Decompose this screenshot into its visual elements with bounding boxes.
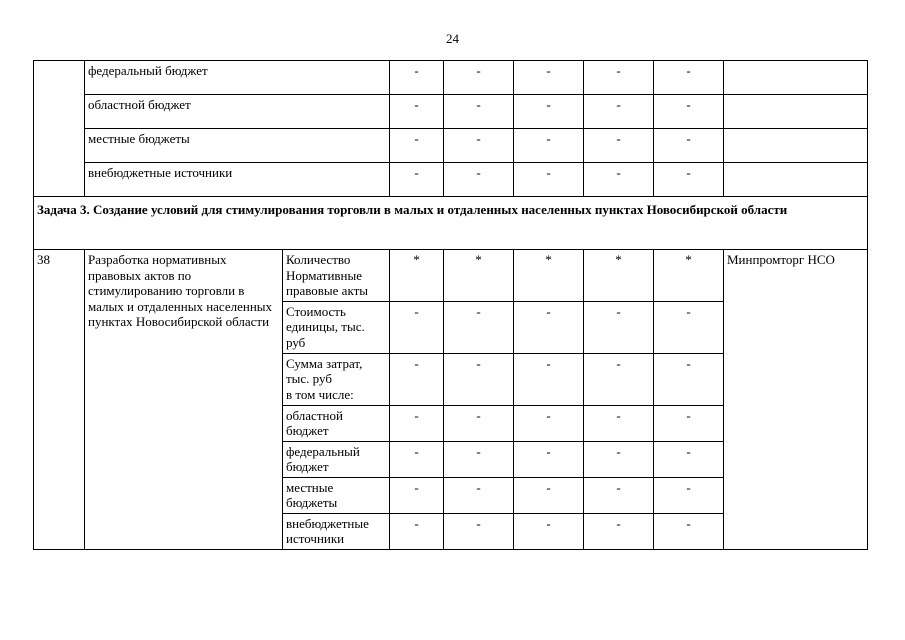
value-cell: - [514, 513, 584, 549]
value-cell: - [654, 353, 724, 405]
value-cell: - [584, 477, 654, 513]
value-cell: - [584, 353, 654, 405]
indicator-label: федеральный бюджет [283, 441, 390, 477]
value-cell: - [390, 129, 444, 163]
value-cell: - [654, 301, 724, 353]
value-cell: * [444, 250, 514, 302]
value-cell: - [444, 61, 514, 95]
value-cell: - [390, 95, 444, 129]
value-cell: - [444, 163, 514, 197]
value-cell: - [444, 477, 514, 513]
value-cell: - [390, 405, 444, 441]
funding-source-label: федеральный бюджет [85, 61, 390, 95]
value-cell: - [514, 129, 584, 163]
funding-source-label: областной бюджет [85, 95, 390, 129]
value-cell: - [390, 61, 444, 95]
table-row [34, 95, 868, 129]
executor-cell [724, 61, 868, 95]
indicator-label: местные бюджеты [283, 477, 390, 513]
value-cell: - [514, 441, 584, 477]
value-cell: * [654, 250, 724, 302]
value-cell: - [584, 441, 654, 477]
funding-source-label: местные бюджеты [85, 129, 390, 163]
indicator-label: внебюджетные источники [283, 513, 390, 549]
indicator-label: Количество Нормативные правовые акты [283, 250, 390, 302]
value-cell: - [444, 301, 514, 353]
executor-cell [724, 163, 868, 197]
value-cell: - [654, 129, 724, 163]
executor-cell [724, 95, 868, 129]
value-cell: - [444, 129, 514, 163]
value-cell: - [514, 61, 584, 95]
value-cell: * [514, 250, 584, 302]
value-cell: - [654, 441, 724, 477]
value-cell: - [514, 405, 584, 441]
value-cell: - [584, 513, 654, 549]
value-cell: - [654, 477, 724, 513]
value-cell: - [390, 513, 444, 549]
value-cell: - [444, 513, 514, 549]
task-heading: Задача 3. Создание условий для стимулирования торговли в малых и отдаленных населенных пунктах Новосибирской области [34, 197, 868, 250]
value-cell: - [390, 441, 444, 477]
value-cell: - [654, 405, 724, 441]
executor-cell [724, 129, 868, 163]
value-cell: - [584, 405, 654, 441]
value-cell: - [654, 95, 724, 129]
indicator-label: областной бюджет [283, 405, 390, 441]
funding-source-label: внебюджетные источники [85, 163, 390, 197]
value-cell: - [444, 405, 514, 441]
value-cell: - [514, 95, 584, 129]
page-number: 24 [446, 31, 459, 46]
value-cell: - [654, 61, 724, 95]
table-row [34, 250, 868, 302]
value-cell: - [584, 95, 654, 129]
table-row [34, 61, 868, 95]
value-cell: - [654, 163, 724, 197]
indicator-label: Стоимость единицы, тыс. руб [283, 301, 390, 353]
item-executor: Минпромторг НСО [724, 250, 868, 550]
program-table [33, 60, 868, 550]
value-cell: * [584, 250, 654, 302]
value-cell: * [390, 250, 444, 302]
value-cell: - [514, 477, 584, 513]
value-cell: - [390, 163, 444, 197]
value-cell: - [514, 301, 584, 353]
value-cell: - [584, 163, 654, 197]
number-cell-empty [34, 61, 85, 197]
value-cell: - [584, 301, 654, 353]
item-number: 38 [34, 250, 85, 550]
value-cell: - [584, 129, 654, 163]
table-row [34, 163, 868, 197]
value-cell: - [390, 477, 444, 513]
value-cell: - [444, 353, 514, 405]
value-cell: - [514, 353, 584, 405]
value-cell: - [444, 441, 514, 477]
value-cell: - [390, 301, 444, 353]
value-cell: - [444, 95, 514, 129]
value-cell: - [654, 513, 724, 549]
indicator-label: Сумма затрат, тыс. руб в том числе: [283, 353, 390, 405]
task-heading-row [34, 197, 868, 250]
value-cell: - [390, 353, 444, 405]
item-description: Разработка нормативных правовых актов по стимулированию торговли в малых и отдаленных населенных пунктах Новосибирской области [85, 250, 283, 550]
value-cell: - [584, 61, 654, 95]
value-cell: - [514, 163, 584, 197]
table-row [34, 129, 868, 163]
